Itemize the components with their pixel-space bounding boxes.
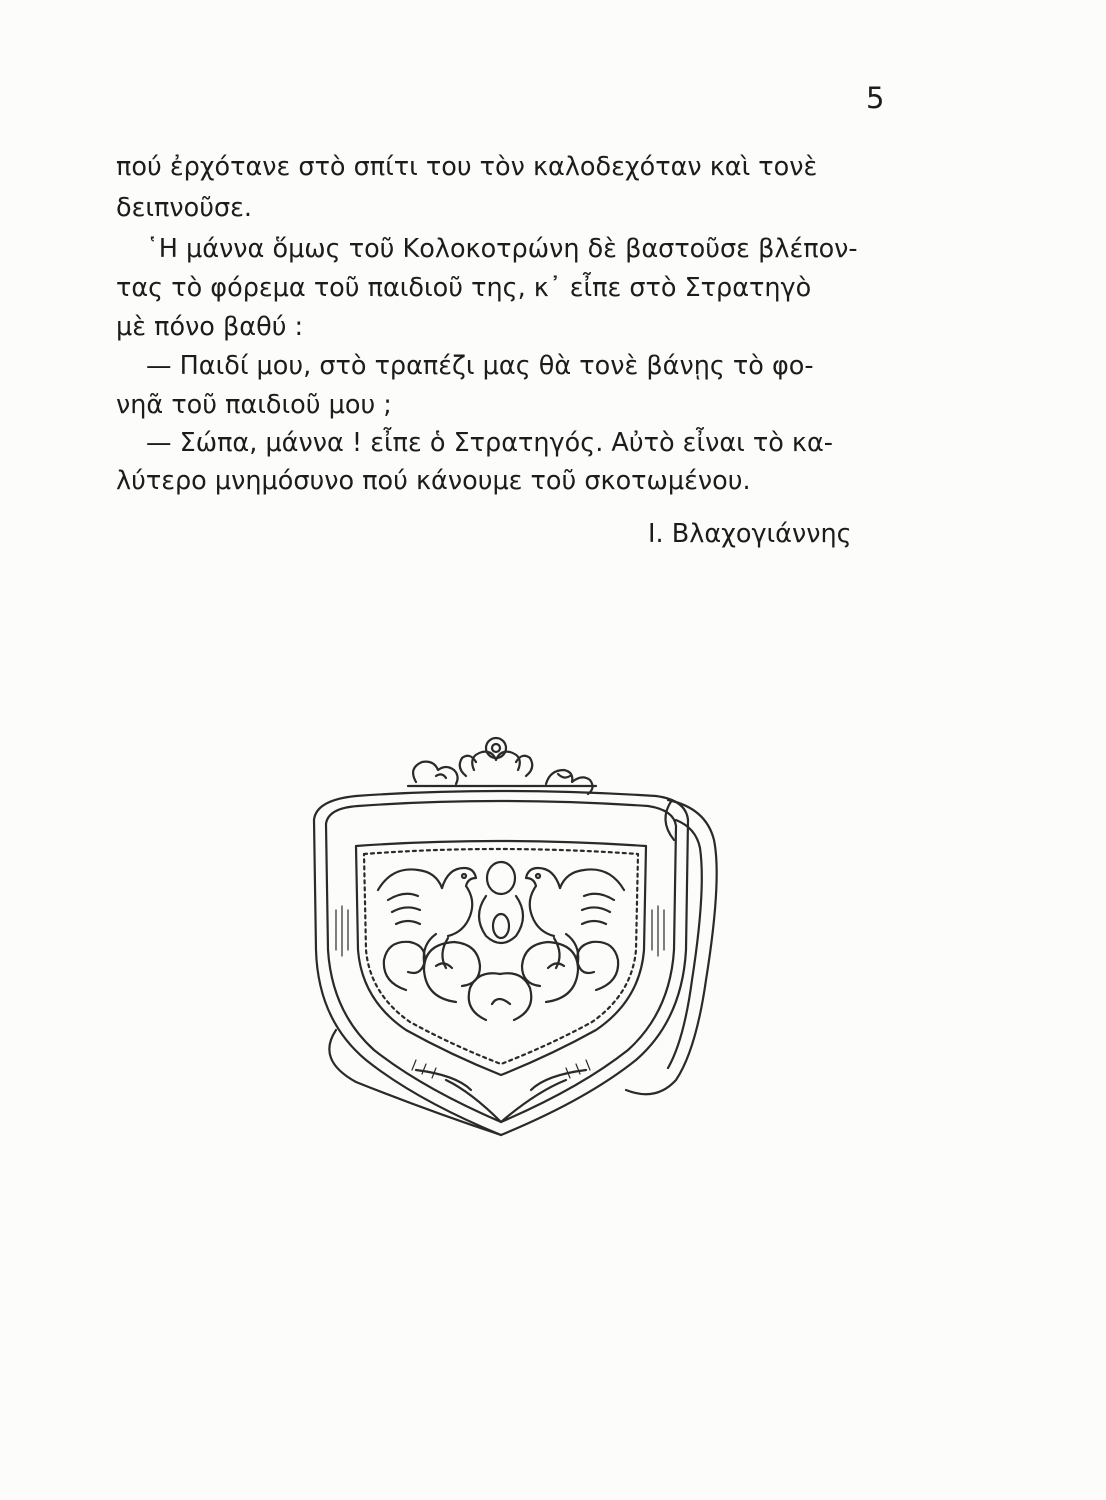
text-line: νηᾶ τοῦ παιδιοῦ μου ; bbox=[116, 390, 392, 420]
crest-ornament bbox=[408, 738, 596, 794]
inner-field bbox=[356, 841, 646, 1075]
text-line: ῾Η μάννα ὅμως τοῦ Κολοκοτρώνη δὲ βαστοῦσε βλέπον- bbox=[146, 234, 858, 264]
griffin-right bbox=[526, 868, 624, 968]
text-line: μὲ πόνο βαθύ : bbox=[116, 312, 304, 342]
heraldic-shield-ornament bbox=[296, 730, 726, 1150]
central-figure bbox=[479, 862, 523, 943]
page-number: 5 bbox=[866, 81, 885, 115]
text-line: τας τὸ φόρεμα τοῦ παιδιοῦ της, κ᾿ εἶπε στὸ Στρατηγὸ bbox=[116, 273, 812, 303]
text-line: λύτερο μνημόσυνο πού κάνουμε τοῦ σκοτωμένου. bbox=[116, 466, 751, 496]
ribbon-scroll bbox=[626, 800, 717, 1094]
griffin-left bbox=[378, 868, 476, 968]
text-line: — Παιδί μου, στὸ τραπέζι μας θὰ τονὲ βάνῃς τὸ φο- bbox=[146, 351, 814, 381]
text-line: — Σώπα, μάννα ! εἶπε ὁ Στρατηγός. Αὐτὸ εἶναι τὸ κα- bbox=[146, 428, 833, 458]
shield-outline bbox=[314, 791, 688, 1135]
text-line: δειπνοῦσε. bbox=[116, 193, 253, 223]
author-signature: Ι. Βλαχογιάννης bbox=[648, 519, 852, 549]
text-line: πού ἐρχότανε στὸ σπίτι του τὸν καλοδεχόταν καὶ τονὲ bbox=[116, 152, 818, 182]
scrollwork bbox=[384, 942, 618, 1020]
